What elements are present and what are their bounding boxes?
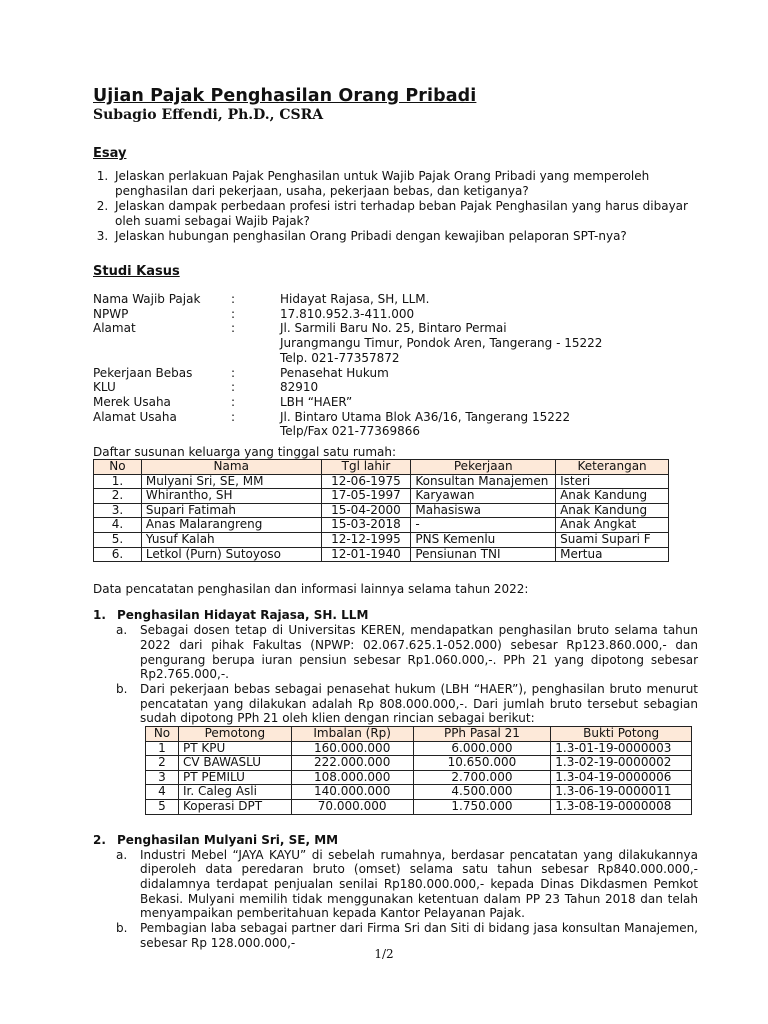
- cell: Pensiunan TNI: [411, 547, 556, 562]
- essay-item: 1. Jelaskan perlakuan Pajak Penghasilan untuk Wajib Pajak Orang Pribadi yang memperoleh penghasilan dari pekerjaan, usaha, pekerjaan bebas, dan ketiganya?: [112, 169, 698, 199]
- cell: Koperasi DPT: [178, 800, 291, 815]
- info-row: Nama Wajib Pajak : Hidayat Rajasa, SH, LLM.: [93, 292, 698, 307]
- cell: 3.: [94, 503, 142, 518]
- income2-heading: [93, 833, 698, 847]
- cell: 1.3-06-19-0000011: [551, 785, 692, 800]
- info-row: NPWP : 17.810.952.3-411.000: [93, 307, 698, 322]
- info-value: Jurangmangu Timur, Pondok Aren, Tangerang - 15222: [280, 336, 603, 351]
- table-row: [94, 503, 669, 518]
- table-row: [146, 770, 692, 785]
- cell: Supari Fatimah: [141, 503, 321, 518]
- cell: 160.000.000: [291, 741, 413, 756]
- income1-heading: [93, 608, 698, 622]
- cell: Konsultan Manajemen: [411, 474, 556, 489]
- cell: 15-03-2018: [321, 518, 411, 533]
- cell: PT KPU: [178, 741, 291, 756]
- cell: 12-06-1975: [321, 474, 411, 489]
- cell: Letkol (Purn) Sutoyoso: [141, 547, 321, 562]
- income1-item-a: [93, 623, 698, 682]
- section-number: 1.: [93, 608, 106, 623]
- cell: 2: [146, 756, 179, 771]
- info-label: Alamat: [93, 321, 136, 336]
- cell: Anak Kandung: [556, 489, 669, 504]
- page-title: Ujian Pajak Penghasilan Orang Pribadi: [93, 86, 477, 106]
- cell: 10.650.000: [413, 756, 551, 771]
- cell: 1.3-02-19-0000002: [551, 756, 692, 771]
- essay-list: [93, 169, 698, 244]
- col-header: Nama: [141, 460, 321, 475]
- col-header: Tgl lahir: [321, 460, 411, 475]
- cell: Isteri: [556, 474, 669, 489]
- cell: 2.700.000: [413, 770, 551, 785]
- table-row: [94, 547, 669, 562]
- col-header: Pekerjaan: [411, 460, 556, 475]
- cell: 12-12-1995: [321, 533, 411, 548]
- table-header-row: [146, 727, 692, 742]
- cell: 1.750.000: [413, 800, 551, 815]
- info-label: Merek Usaha: [93, 394, 171, 409]
- table-row: [146, 756, 692, 771]
- item-label: a.: [116, 623, 128, 638]
- info-row: Merek Usaha : LBH “HAER”: [93, 395, 698, 410]
- income2-item-a: [93, 848, 698, 922]
- cell: Whirantho, SH: [141, 489, 321, 504]
- col-header: No: [94, 460, 142, 475]
- case-heading: Studi Kasus: [93, 264, 180, 279]
- item-label: a.: [116, 847, 128, 862]
- cell: 1: [146, 741, 179, 756]
- info-row: Alamat Usaha : Jl. Bintaro Utama Blok A36/16, Tangerang 15222: [93, 410, 698, 425]
- col-header: Bukti Potong: [551, 727, 692, 742]
- info-row: Pekerjaan Bebas : Penasehat Hukum: [93, 366, 698, 381]
- document-page: [93, 86, 698, 951]
- table-header-row: [94, 460, 669, 475]
- info-value: Jl. Bintaro Utama Blok A36/16, Tangerang 15222: [280, 409, 571, 424]
- cell: 70.000.000: [291, 800, 413, 815]
- taxpayer-info: [93, 292, 698, 439]
- info-value: Telp/Fax 021-77369866: [280, 424, 421, 439]
- table-row: [146, 800, 692, 815]
- info-row: [93, 424, 698, 439]
- info-label: NPWP: [93, 306, 129, 321]
- section-number: 2.: [93, 832, 106, 847]
- info-value: 17.810.952.3-411.000: [280, 306, 415, 321]
- col-header: Pemotong: [178, 727, 291, 742]
- info-label: Nama Wajib Pajak: [93, 292, 201, 306]
- cell: -: [411, 518, 556, 533]
- cell: 5: [146, 800, 179, 815]
- table-row: [94, 489, 669, 504]
- cell: 12-01-1940: [321, 547, 411, 562]
- author: Subagio Effendi, Ph.D., CSRA: [93, 107, 324, 123]
- item-text: Sebagai dosen tetap di Universitas KEREN, mendapatkan penghasilan bruto selama tahun 2022 dari pihak Fakultas (NPWP: 02.067.625.1-052.000) sebesar Rp123.860.000,- dan pengurang berupa iuran pensiun sebesar Rp1.060.000,-. PPh 21 yang dipotong sebesar Rp2.765.000,-.: [140, 623, 698, 682]
- family-table: [93, 459, 669, 562]
- table-row: [146, 741, 692, 756]
- table-row: [94, 533, 669, 548]
- cell: Mahasiswa: [411, 503, 556, 518]
- info-value: Hidayat Rajasa, SH, LLM.: [280, 292, 430, 306]
- section-title: Penghasilan Mulyani Sri, SE, MM: [117, 832, 339, 847]
- cell: 1.3-04-19-0000006: [551, 770, 692, 785]
- cell: 15-04-2000: [321, 503, 411, 518]
- data-intro: Data pencatatan penghasilan dan informasi lainnya selama tahun 2022:: [93, 582, 529, 597]
- cell: 1.3-08-19-0000008: [551, 800, 692, 815]
- cell: 4.: [94, 518, 142, 533]
- cell: CV BAWASLU: [178, 756, 291, 771]
- essay-heading: Esay: [93, 146, 127, 161]
- cell: 17-05-1997: [321, 489, 411, 504]
- section-title: Penghasilan Hidayat Rajasa, SH. LLM: [117, 608, 369, 623]
- cell: 4.500.000: [413, 785, 551, 800]
- info-row: Alamat : Jl. Sarmili Baru No. 25, Bintaro Permai: [93, 321, 698, 336]
- cell: 6.: [94, 547, 142, 562]
- info-row: KLU : 82910: [93, 380, 698, 395]
- info-value: Penasehat Hukum: [280, 365, 389, 380]
- cell: 140.000.000: [291, 785, 413, 800]
- cell: Anas Malarangreng: [141, 518, 321, 533]
- col-header: Keterangan: [556, 460, 669, 475]
- cell: Yusuf Kalah: [141, 533, 321, 548]
- cell: PT PEMILU: [178, 770, 291, 785]
- info-row: [93, 351, 698, 366]
- item-label: b.: [116, 921, 128, 936]
- cell: Suami Supari F: [556, 533, 669, 548]
- cell: 4: [146, 785, 179, 800]
- cell: 108.000.000: [291, 770, 413, 785]
- cell: 3: [146, 770, 179, 785]
- table-row: [146, 785, 692, 800]
- item-text: Industri Mebel “JAYA KAYU” di sebelah rumahnya, berdasar pencatatan yang dilakukannya diperoleh data peredaran bruto (omset) selama satu tahun sebesar Rp840.000.000,- didalamnya terdapat penjualan senilai Rp180.000.000,- kepada Dinas Dikdasmen Pemkot Bekasi. Mulyani memilih tidak menggunakan ketentuan dalam PP 23 Tahun 2018 dan telah menyampaikan pemberitahuan kepada Kantor Pelayanan Pajak.: [140, 847, 698, 921]
- income1-item-b: [93, 682, 698, 726]
- cell: 222.000.000: [291, 756, 413, 771]
- info-label: Pekerjaan Bebas: [93, 365, 193, 380]
- col-header: No: [146, 727, 179, 742]
- page-number: 1/2: [374, 947, 394, 961]
- col-header: Imbalan (Rp): [291, 727, 413, 742]
- col-header: PPh Pasal 21: [413, 727, 551, 742]
- cell: 1.: [94, 474, 142, 489]
- item-text: Dari pekerjaan bebas sebagai penasehat hukum (LBH “HAER”), penghasilan bruto menurut pencatatan yang dilakukan adalah Rp 808.000.000,-. Dari jumlah bruto tersebut sebagian sudah dipotong PPh 21 oleh klien dengan rincian sebagai berikut:: [140, 682, 698, 726]
- cell: 6.000.000: [413, 741, 551, 756]
- info-label: KLU: [93, 380, 116, 395]
- cell: Anak Angkat: [556, 518, 669, 533]
- cell: Ir. Caleg Asli: [178, 785, 291, 800]
- cell: Anak Kandung: [556, 503, 669, 518]
- cell: PNS Kemenlu: [411, 533, 556, 548]
- info-row: [93, 336, 698, 351]
- withholding-table: [145, 726, 692, 815]
- cell: Karyawan: [411, 489, 556, 504]
- essay-item: 3. Jelaskan hubungan penghasilan Orang Pribadi dengan kewajiban pelaporan SPT-nya?: [112, 229, 698, 244]
- cell: 2.: [94, 489, 142, 504]
- cell: 5.: [94, 533, 142, 548]
- info-value: Telp. 021-77357872: [280, 350, 400, 365]
- info-value: LBH “HAER”: [280, 394, 353, 409]
- info-value: Jl. Sarmili Baru No. 25, Bintaro Permai: [280, 321, 507, 336]
- table-row: [94, 518, 669, 533]
- family-caption: Daftar susunan keluarga yang tinggal satu rumah:: [93, 445, 397, 460]
- info-value: 82910: [280, 380, 319, 395]
- cell: Mulyani Sri, SE, MM: [141, 474, 321, 489]
- item-text: Pembagian laba sebagai partner dari Firma Sri dan Siti di bidang jasa konsultan Manajemen, sebesar Rp 128.000.000,-: [140, 921, 698, 950]
- info-label: Alamat Usaha: [93, 409, 177, 424]
- table-row: [94, 474, 669, 489]
- essay-item: 2. Jelaskan dampak perbedaan profesi istri terhadap beban Pajak Penghasilan yang harus dibayar oleh suami sebagai Wajib Pajak?: [112, 199, 698, 229]
- cell: Mertua: [556, 547, 669, 562]
- item-label: b.: [116, 682, 128, 696]
- cell: 1.3-01-19-0000003: [551, 741, 692, 756]
